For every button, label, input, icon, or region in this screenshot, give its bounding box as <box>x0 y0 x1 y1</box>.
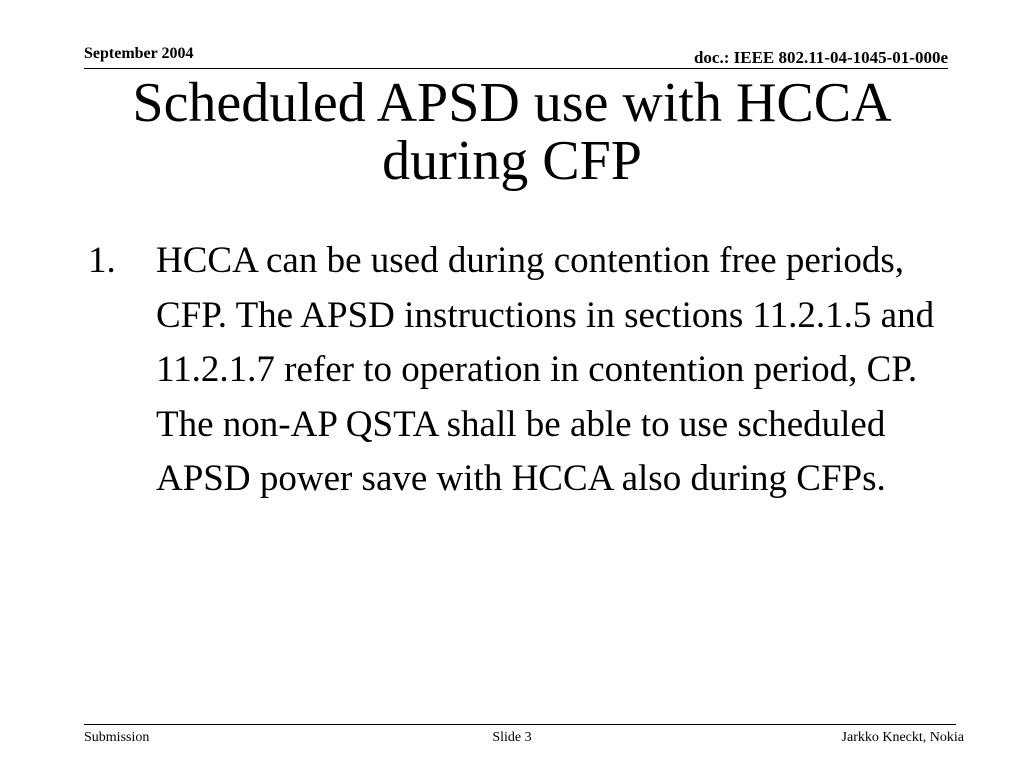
header-divider <box>84 68 948 69</box>
header-doc-id: doc.: IEEE 802.11-04-1045-01-000e <box>693 48 948 67</box>
footer-submission: Submission <box>84 730 150 745</box>
list-item-number: 1. <box>88 240 116 281</box>
header-date: September 2004 <box>84 45 194 62</box>
list-item <box>88 234 948 507</box>
footer-divider <box>84 724 956 725</box>
slide-title: Scheduled APSD use with HCCA during CFP <box>132 72 892 192</box>
footer-slide-number: Slide 3 <box>492 730 532 745</box>
list-item-text: HCCA can be used during contention free periods, CFP. The APSD instructions in sections 11.2.1.5 and 11.2.1.7 refer to operation in contention period, CP. The non-AP QSTA shall be able to use scheduled APSD power save with HCCA also during CFPs. <box>156 240 935 500</box>
slide-body-list <box>88 234 948 507</box>
footer-author: Jarkko Kneckt, Nokia <box>841 730 964 745</box>
